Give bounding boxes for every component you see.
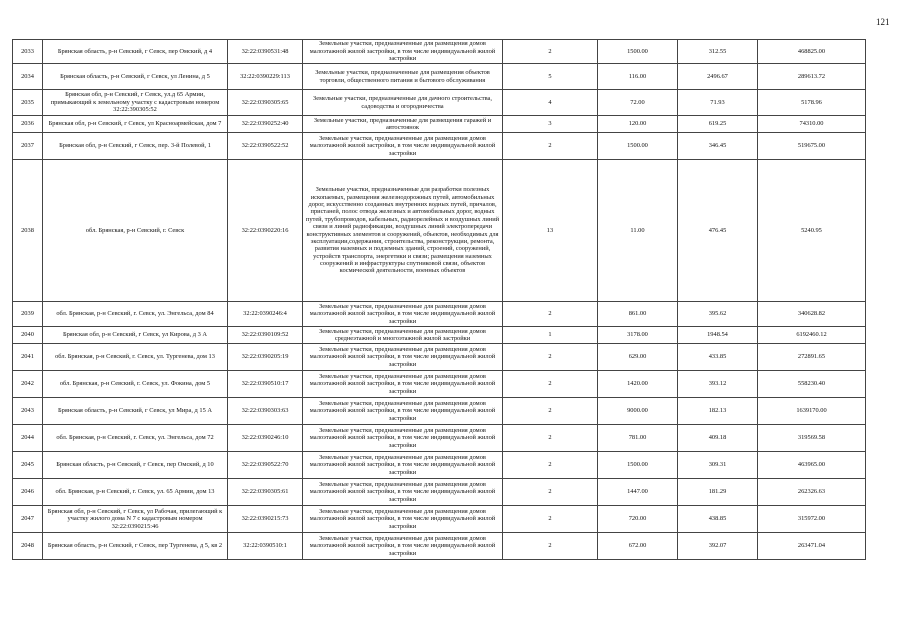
area-cell: 11.00 bbox=[598, 160, 678, 302]
row-number: 2042 bbox=[13, 371, 43, 398]
address-cell: Брянская обл, р-н Севский, г Севск, ул Красноармейская, дом 7 bbox=[43, 116, 228, 133]
group-cell: 2 bbox=[503, 398, 598, 425]
table-row bbox=[13, 40, 866, 64]
address-cell: обл. Брянская, р-н Севский, г. Севск, ул. 65 Армии, дом 13 bbox=[43, 479, 228, 506]
area-cell: 672.00 bbox=[598, 533, 678, 560]
group-cell: 2 bbox=[503, 371, 598, 398]
row-number: 2046 bbox=[13, 479, 43, 506]
row-number: 2045 bbox=[13, 452, 43, 479]
table-row bbox=[13, 371, 866, 398]
table-row bbox=[13, 327, 866, 344]
specific-value-cell: 182.13 bbox=[678, 398, 758, 425]
row-number: 2048 bbox=[13, 533, 43, 560]
address-cell: Брянская область, р-н Севский, г Севск, пер Тургенева, д 5, кв 2 bbox=[43, 533, 228, 560]
row-number: 2041 bbox=[13, 344, 43, 371]
purpose-cell: Земельные участки, предназначенные для размещения домов малоэтажной жилой застройки, в том числе индивидуальной жилой застройки bbox=[303, 506, 503, 533]
address-cell: Брянская обл, р-н Севский, г Севск, ул Рабочая, прилегающий к участку жилого дома N 7 с кадастровым номером 32:22:0390215:46 bbox=[43, 506, 228, 533]
address-cell: Брянская область, р-н Севский, г Севск, ул Мира, д 15 А bbox=[43, 398, 228, 425]
cadastral-value-cell: 340628.82 bbox=[758, 302, 866, 327]
group-cell: 2 bbox=[503, 344, 598, 371]
area-cell: 3178.00 bbox=[598, 327, 678, 344]
purpose-cell: Земельные участки, предназначенные для размещения домов малоэтажной жилой застройки, в том числе индивидуальной жилой застройки bbox=[303, 479, 503, 506]
specific-value-cell: 309.31 bbox=[678, 452, 758, 479]
specific-value-cell: 312.55 bbox=[678, 40, 758, 64]
cadastral-number-cell: 32:22:0390205:19 bbox=[228, 344, 303, 371]
address-cell: Брянская обл, р-н Севский, г Севск, ул.д 65 Армии, примыкающий к земельному участку с кадастровым номером 32:22:390305:52 bbox=[43, 90, 228, 116]
purpose-cell: Земельные участки, предназначенные для размещения объектов торговли, общественного питания и бытового обслуживания bbox=[303, 64, 503, 90]
cadastral-number-cell: 32:22:0390215:73 bbox=[228, 506, 303, 533]
row-number: 2039 bbox=[13, 302, 43, 327]
area-cell: 861.00 bbox=[598, 302, 678, 327]
page-number: 121 bbox=[876, 17, 890, 27]
area-cell: 9000.00 bbox=[598, 398, 678, 425]
area-cell: 629.00 bbox=[598, 344, 678, 371]
cadastral-number-cell: 32:22:0390531:48 bbox=[228, 40, 303, 64]
cadastral-value-cell: 263471.04 bbox=[758, 533, 866, 560]
cadastral-number-cell: 32:22:0390510:1 bbox=[228, 533, 303, 560]
specific-value-cell: 392.07 bbox=[678, 533, 758, 560]
group-cell: 2 bbox=[503, 133, 598, 160]
area-cell: 116.00 bbox=[598, 64, 678, 90]
area-cell: 720.00 bbox=[598, 506, 678, 533]
cadastral-number-cell: 32:22:0390229:113 bbox=[228, 64, 303, 90]
area-cell: 1447.00 bbox=[598, 479, 678, 506]
group-cell: 2 bbox=[503, 40, 598, 64]
area-cell: 1500.00 bbox=[598, 133, 678, 160]
group-cell: 2 bbox=[503, 302, 598, 327]
address-cell: обл. Брянская, р-н Севский, г. Севск, ул. Энгельса, дом 72 bbox=[43, 425, 228, 452]
cadastral-value-cell: 6192460.12 bbox=[758, 327, 866, 344]
cadastral-value-cell: 74310.00 bbox=[758, 116, 866, 133]
specific-value-cell: 438.85 bbox=[678, 506, 758, 533]
table-row bbox=[13, 90, 866, 116]
purpose-cell: Земельные участки, предназначенные для размещения домов среднеэтажной и многоэтажной жилой застройки bbox=[303, 327, 503, 344]
purpose-cell: Земельные участки, предназначенные для размещения домов малоэтажной жилой застройки, в том числе индивидуальной жилой застройки bbox=[303, 302, 503, 327]
cadastral-value-cell: 1639170.00 bbox=[758, 398, 866, 425]
group-cell: 13 bbox=[503, 160, 598, 302]
group-cell: 1 bbox=[503, 327, 598, 344]
cadastral-value-cell: 315972.00 bbox=[758, 506, 866, 533]
address-cell: обл. Брянская, р-н Севский, г. Севск, ул. Тургенева, дом 13 bbox=[43, 344, 228, 371]
cadastral-number-cell: 32:22:0390510:17 bbox=[228, 371, 303, 398]
specific-value-cell: 2496.67 bbox=[678, 64, 758, 90]
purpose-cell: Земельные участки, предназначенные для размещения домов малоэтажной жилой застройки, в том числе индивидуальной жилой застройки bbox=[303, 344, 503, 371]
row-number: 2034 bbox=[13, 64, 43, 90]
table-row bbox=[13, 425, 866, 452]
address-cell: обл. Брянская, р-н Севский, г. Севск, ул. Энгельса, дом 84 bbox=[43, 302, 228, 327]
cadastral-value-cell: 468825.00 bbox=[758, 40, 866, 64]
cadastral-value-cell: 463965.00 bbox=[758, 452, 866, 479]
cadastral-value-cell: 289613.72 bbox=[758, 64, 866, 90]
cadastral-value-cell: 272891.65 bbox=[758, 344, 866, 371]
table-row bbox=[13, 64, 866, 90]
address-cell: Брянская область, р-н Севский, г Севск, пер Омский, д 4 bbox=[43, 40, 228, 64]
purpose-cell: Земельные участки, предназначенные для размещения домов малоэтажной жилой застройки, в том числе индивидуальной жилой застройки bbox=[303, 452, 503, 479]
group-cell: 3 bbox=[503, 116, 598, 133]
row-number: 2035 bbox=[13, 90, 43, 116]
group-cell: 2 bbox=[503, 479, 598, 506]
table-row bbox=[13, 398, 866, 425]
purpose-cell: Земельные участки, предназначенные для размещения домов малоэтажной жилой застройки, в том числе индивидуальной жилой застройки bbox=[303, 371, 503, 398]
cadastral-number-cell: 32:22:0390305:61 bbox=[228, 479, 303, 506]
specific-value-cell: 409.18 bbox=[678, 425, 758, 452]
cadastral-value-cell: 319569.58 bbox=[758, 425, 866, 452]
cadastral-number-cell: 32:22:0390109:52 bbox=[228, 327, 303, 344]
cadastral-number-cell: 32:22:0390246:4 bbox=[228, 302, 303, 327]
address-cell: Брянская область, р-н Севский, г Севск, ул Ленина, д 5 bbox=[43, 64, 228, 90]
row-number: 2040 bbox=[13, 327, 43, 344]
row-number: 2033 bbox=[13, 40, 43, 64]
table-row bbox=[13, 506, 866, 533]
area-cell: 72.00 bbox=[598, 90, 678, 116]
specific-value-cell: 393.12 bbox=[678, 371, 758, 398]
table-row bbox=[13, 302, 866, 327]
table-row bbox=[13, 116, 866, 133]
purpose-cell: Земельные участки, предназначенные для размещения домов малоэтажной жилой застройки, в том числе индивидуальной жилой застройки bbox=[303, 40, 503, 64]
table-row bbox=[13, 133, 866, 160]
cadastral-number-cell: 32:22:0390522:70 bbox=[228, 452, 303, 479]
table-row bbox=[13, 533, 866, 560]
table-row bbox=[13, 479, 866, 506]
address-cell: Брянская обл, р-н Севский, г Севск, пер. 3-й Полевой, 1 bbox=[43, 133, 228, 160]
row-number: 2047 bbox=[13, 506, 43, 533]
purpose-cell: Земельные участки, предназначенные для размещения гаражей и автостоянок bbox=[303, 116, 503, 133]
specific-value-cell: 619.25 bbox=[678, 116, 758, 133]
address-cell: Брянская обл, р-н Севский, г Севск, ул Кирова, д 3 А bbox=[43, 327, 228, 344]
area-cell: 120.00 bbox=[598, 116, 678, 133]
group-cell: 2 bbox=[503, 452, 598, 479]
specific-value-cell: 181.29 bbox=[678, 479, 758, 506]
area-cell: 1420.00 bbox=[598, 371, 678, 398]
cadastral-value-cell: 5178.96 bbox=[758, 90, 866, 116]
cadastral-value-cell: 519675.00 bbox=[758, 133, 866, 160]
row-number: 2044 bbox=[13, 425, 43, 452]
purpose-cell: Земельные участки, предназначенные для разработки полезных ископаемых, размещения железнодорожных путей, автомобильных дорог, искусственно созданных внутренних водных путей, причалов, пристаней, полос отвода железных и автомобильных дорог, водных путей, трубопроводов, кабельных, радиорелейных и воздушных линий связи и линий радиофикации, воздушных линий электропередачи конструктивных элементов и сооружений, объектов, необходимых для эксплуатации,содержания, строительства, реконструкции, ремонта, развития наземных и подземных зданий, строений, сооружений, устройств транспорта, энергетики и связи; размещения наземных сооружений и инфраструктуры спутниковой связи, объектов космической деятельности, военных объектов bbox=[303, 160, 503, 302]
cadastral-number-cell: 32:22:0390220:16 bbox=[228, 160, 303, 302]
land-cadastral-value-table bbox=[12, 39, 866, 560]
group-cell: 2 bbox=[503, 506, 598, 533]
address-cell: обл. Брянская, р-н Севский, г. Севск bbox=[43, 160, 228, 302]
group-cell: 2 bbox=[503, 533, 598, 560]
table-row bbox=[13, 344, 866, 371]
specific-value-cell: 1948.54 bbox=[678, 327, 758, 344]
cadastral-number-cell: 32:22:0390303:63 bbox=[228, 398, 303, 425]
specific-value-cell: 71.93 bbox=[678, 90, 758, 116]
cadastral-value-cell: 558230.40 bbox=[758, 371, 866, 398]
specific-value-cell: 433.85 bbox=[678, 344, 758, 371]
cadastral-number-cell: 32:22:0390522:52 bbox=[228, 133, 303, 160]
purpose-cell: Земельные участки, предназначенные для размещения домов малоэтажной жилой застройки, в том числе индивидуальной жилой застройки bbox=[303, 425, 503, 452]
table-row bbox=[13, 160, 866, 302]
address-cell: обл. Брянская, р-н Севский, г. Севск, ул. Фокина, дом 5 bbox=[43, 371, 228, 398]
cadastral-number-cell: 32:22:0390246:10 bbox=[228, 425, 303, 452]
specific-value-cell: 476.45 bbox=[678, 160, 758, 302]
row-number: 2037 bbox=[13, 133, 43, 160]
purpose-cell: Земельные участки, предназначенные для размещения домов малоэтажной жилой застройки, в том числе индивидуальной жилой застройки bbox=[303, 533, 503, 560]
table-row bbox=[13, 452, 866, 479]
purpose-cell: Земельные участки, предназначенные для размещения домов малоэтажной жилой застройки, в том числе индивидуальной жилой застройки bbox=[303, 133, 503, 160]
group-cell: 4 bbox=[503, 90, 598, 116]
purpose-cell: Земельные участки, предназначенные для дачного строительства, садоводства и огородничества bbox=[303, 90, 503, 116]
cadastral-number-cell: 32:22:0390252:40 bbox=[228, 116, 303, 133]
cadastral-number-cell: 32:22:0390305:65 bbox=[228, 90, 303, 116]
cadastral-value-cell: 5240.95 bbox=[758, 160, 866, 302]
specific-value-cell: 346.45 bbox=[678, 133, 758, 160]
group-cell: 5 bbox=[503, 64, 598, 90]
group-cell: 2 bbox=[503, 425, 598, 452]
address-cell: Брянская область, р-н Севский, г Севск, пер Омский, д 10 bbox=[43, 452, 228, 479]
area-cell: 1500.00 bbox=[598, 452, 678, 479]
area-cell: 1500.00 bbox=[598, 40, 678, 64]
row-number: 2043 bbox=[13, 398, 43, 425]
row-number: 2036 bbox=[13, 116, 43, 133]
purpose-cell: Земельные участки, предназначенные для размещения домов малоэтажной жилой застройки, в том числе индивидуальной жилой застройки bbox=[303, 398, 503, 425]
cadastral-value-cell: 262326.63 bbox=[758, 479, 866, 506]
area-cell: 781.00 bbox=[598, 425, 678, 452]
row-number: 2038 bbox=[13, 160, 43, 302]
specific-value-cell: 395.62 bbox=[678, 302, 758, 327]
